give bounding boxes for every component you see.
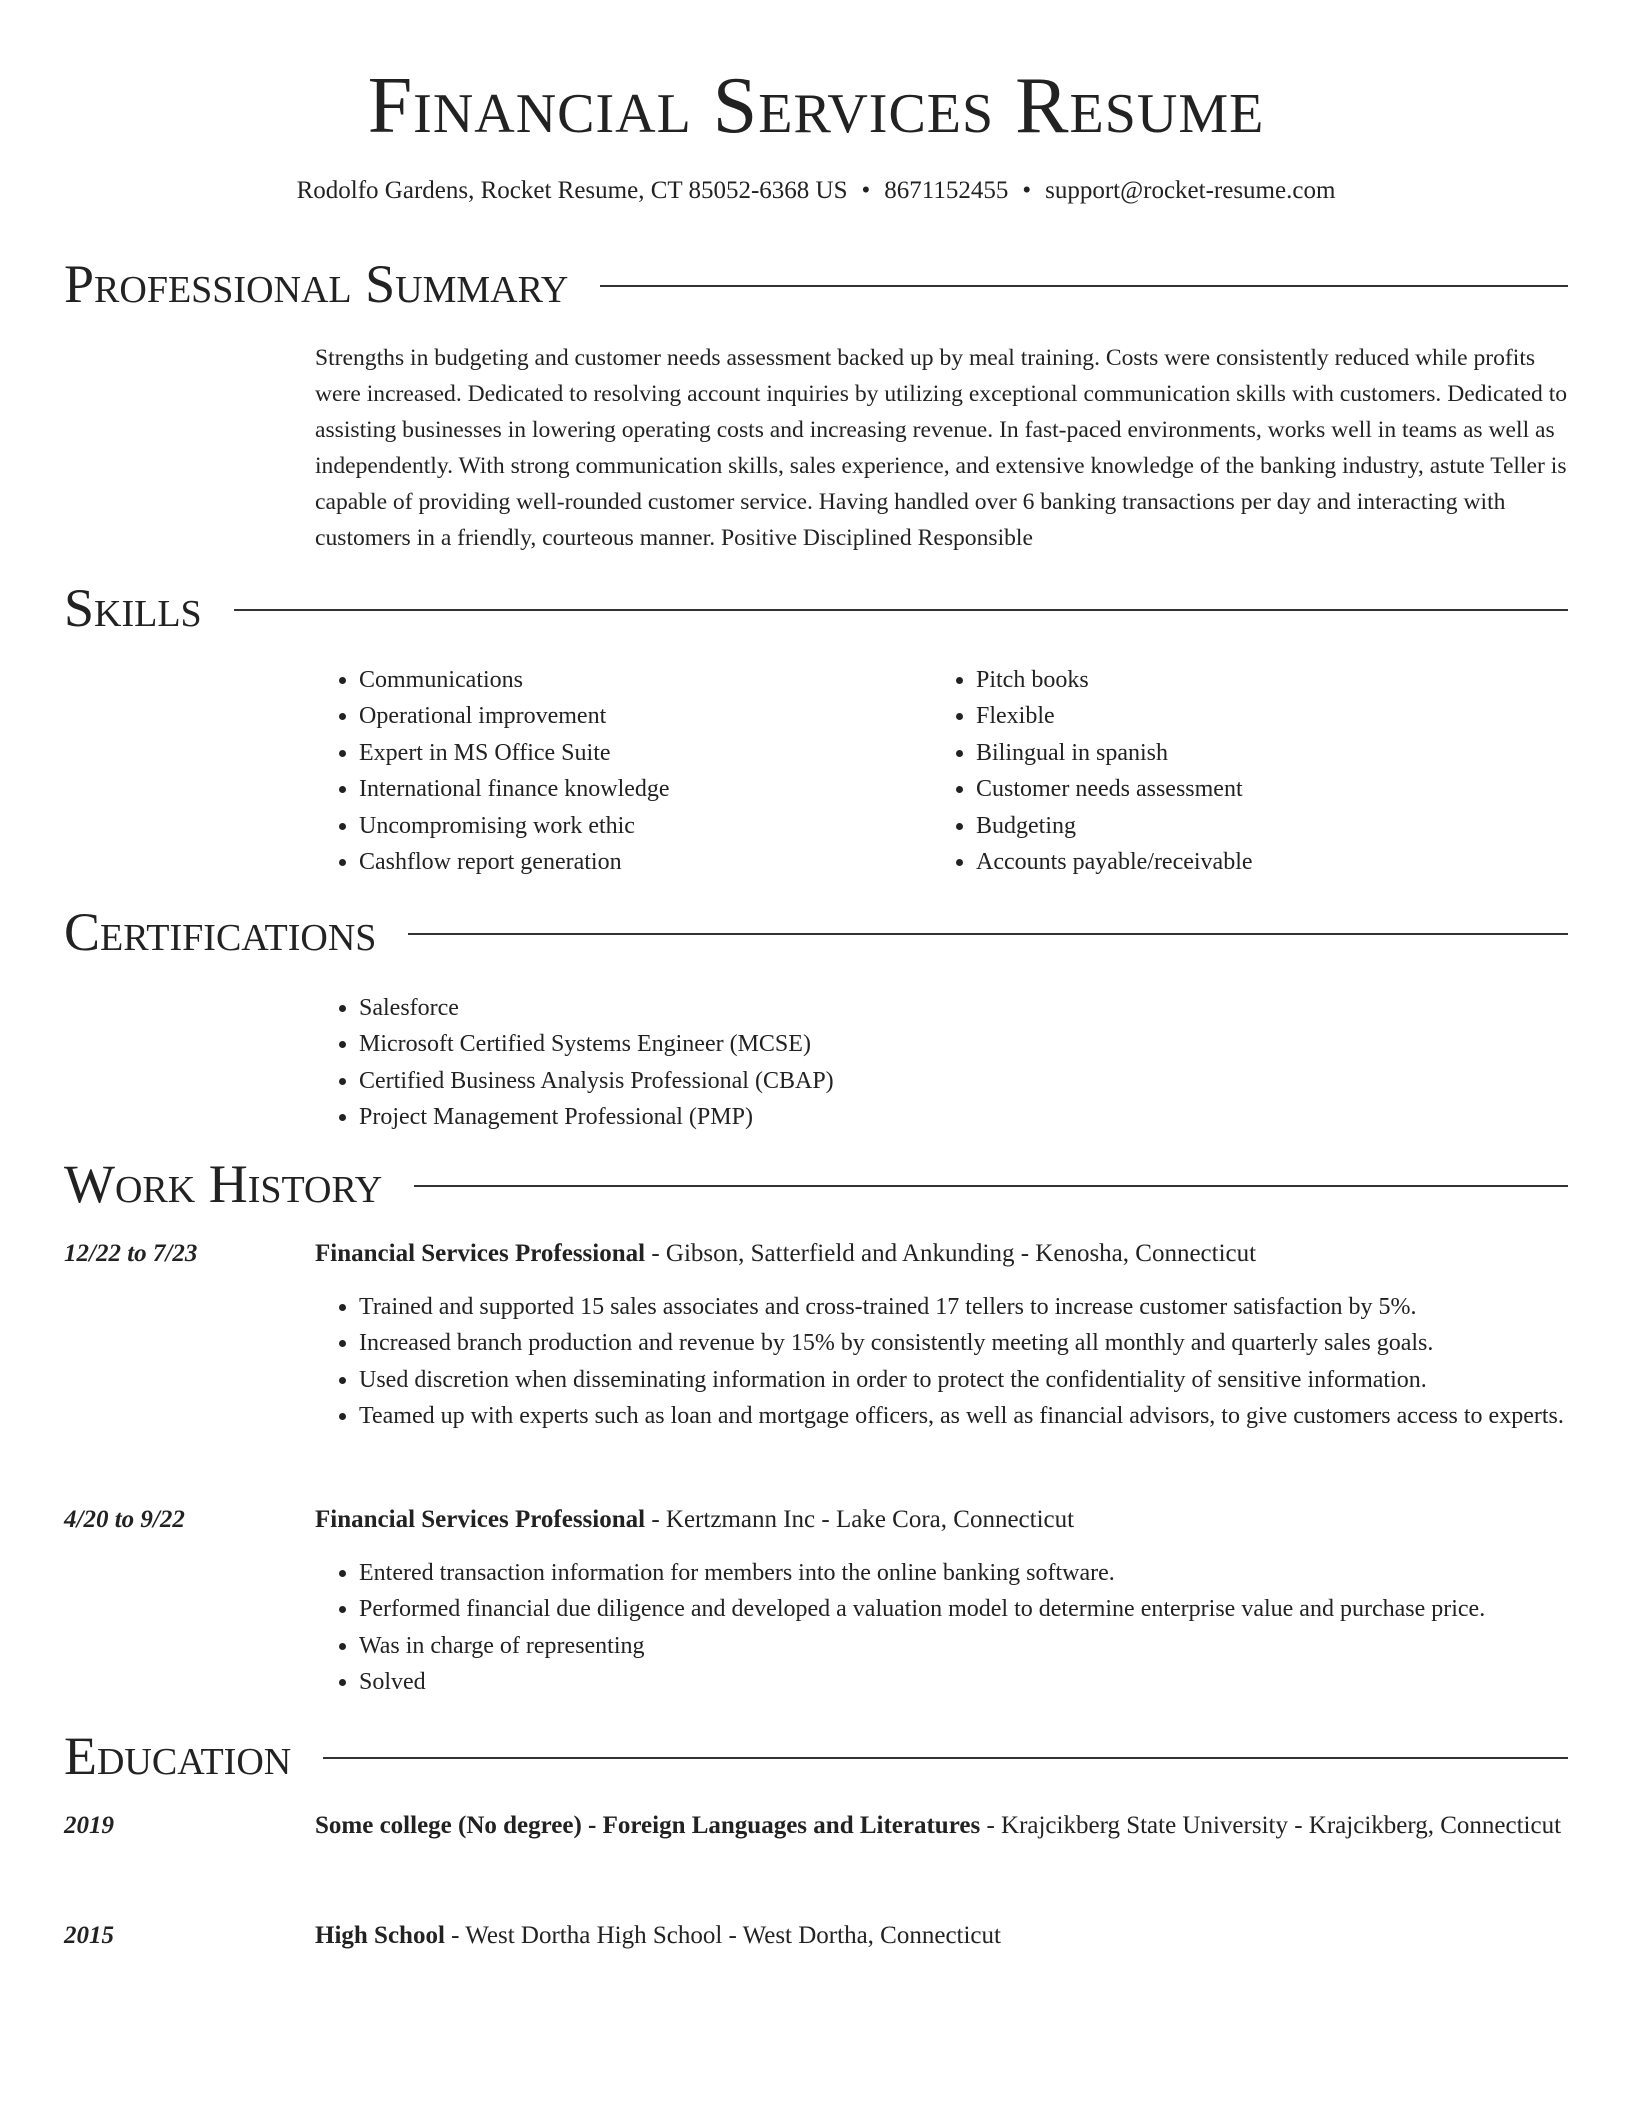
education-degree: Some college (No degree) - Foreign Languages and Literatures (315, 1812, 981, 1839)
section-title: Skills (64, 578, 202, 638)
contact-email: support@rocket-resume.com (1045, 177, 1336, 204)
contact-address: Rodolfo Gardens, Rocket Resume, CT 85052-6368 US (296, 177, 848, 204)
section-divider (600, 285, 1568, 287)
certification-item: • Project Management Professional (PMP) (359, 1099, 1315, 1135)
skill-item: • International finance knowledge (359, 771, 915, 807)
section-heading-skills (64, 578, 1568, 638)
section-heading-certifications (64, 902, 1568, 962)
certifications-list (315, 990, 1315, 1136)
section-title: Professional Summary (64, 254, 569, 314)
section-heading-education (64, 1726, 1568, 1786)
education-entry (315, 1806, 1575, 1846)
education-date: 2019 (64, 1812, 114, 1839)
job-title: Financial Services Professional (315, 1506, 646, 1533)
certification-item: • Salesforce (359, 990, 1315, 1026)
section-divider (323, 1757, 1568, 1759)
section-divider (414, 1185, 1568, 1187)
contact-separator: • (861, 177, 871, 204)
job-date: 12/22 to 7/23 (64, 1240, 198, 1267)
job-bullets (315, 1555, 1575, 1701)
job-bullet: • Was in charge of representing (359, 1628, 1575, 1664)
job-bullet: • Teamed up with experts such as loan and mortgage officers, as well as financial advisors, to give customers access to experts. (359, 1398, 1575, 1434)
skill-item: • Communications (359, 662, 915, 698)
job-bullets (315, 1289, 1575, 1435)
job-bullet: • Trained and supported 15 sales associates and cross-trained 17 tellers to increase customer satisfaction by 5%. (359, 1289, 1575, 1325)
contact-line (0, 174, 1632, 208)
section-title: Certifications (64, 902, 377, 962)
skill-item: • Flexible (976, 698, 1572, 734)
skill-item: • Expert in MS Office Suite (359, 735, 915, 771)
job-title-line (315, 1236, 1575, 1272)
certification-item: • Certified Business Analysis Professional (CBAP) (359, 1063, 1315, 1099)
education-degree: High School (315, 1922, 445, 1949)
skills-column-left (315, 662, 915, 880)
job-bullet: • Increased branch production and revenue by 15% by consistently meeting all monthly and quarterly sales goals. (359, 1325, 1575, 1361)
skill-item: • Operational improvement (359, 698, 915, 734)
section-title: Education (64, 1726, 292, 1786)
job-bullet: • Used discretion when disseminating information in order to protect the confidentiality of sensitive information. (359, 1362, 1575, 1398)
skill-item: • Uncompromising work ethic (359, 808, 915, 844)
section-title: Work History (64, 1154, 383, 1214)
job-company: - Gibson, Satterfield and Ankunding - Kenosha, Connecticut (645, 1240, 1257, 1267)
section-divider (408, 933, 1568, 935)
job-date: 4/20 to 9/22 (64, 1506, 185, 1533)
skill-item: • Bilingual in spanish (976, 735, 1572, 771)
skill-item: • Accounts payable/receivable (976, 844, 1572, 880)
education-entry (315, 1916, 1575, 1956)
job-title: Financial Services Professional (315, 1240, 646, 1267)
job-title-line (315, 1502, 1575, 1538)
contact-separator: • (1022, 177, 1032, 204)
skill-item: • Cashflow report generation (359, 844, 915, 880)
contact-phone: 8671152455 (884, 177, 1009, 204)
resume-title: Financial Services Resume (367, 62, 1265, 150)
skill-item: • Customer needs assessment (976, 771, 1572, 807)
skills-column-right (932, 662, 1572, 880)
education-date: 2015 (64, 1922, 114, 1949)
education-school: - West Dortha High School - West Dortha, Connecticut (444, 1922, 1001, 1949)
section-heading-summary (64, 254, 1568, 314)
job-bullet: • Performed financial due diligence and developed a valuation model to determine enterprise value and purchase price. (359, 1591, 1575, 1627)
section-divider (234, 609, 1568, 611)
section-heading-work-history (64, 1154, 1568, 1214)
certification-item: • Microsoft Certified Systems Engineer (MCSE) (359, 1026, 1315, 1062)
job-bullet: • Entered transaction information for members into the online banking software. (359, 1555, 1575, 1591)
job-bullet: • Solved (359, 1664, 1575, 1700)
summary-text: Strengths in budgeting and customer needs assessment backed up by meal training. Costs were consistently reduced while profits were increased. Dedicated to resolving account inquiries by utilizing exceptional communication skills with customers. Dedicated to assisting businesses in lowering operating costs and increasing revenue. In fast-paced environments, works well in teams as well as independently. With strong communication skills, sales experience, and extensive knowledge of the banking industry, astute Teller is capable of providing well-rounded customer service. Having handled over 6 banking transactions per day and interacting with customers in a friendly, courteous manner. Positive Disciplined Responsible (315, 345, 1568, 551)
education-school: - Krajcikberg State University - Krajcikberg, Connecticut (980, 1812, 1562, 1839)
skill-item: • Budgeting (976, 808, 1572, 844)
skill-item: • Pitch books (976, 662, 1572, 698)
job-company: - Kertzmann Inc - Lake Cora, Connecticut (645, 1506, 1075, 1533)
